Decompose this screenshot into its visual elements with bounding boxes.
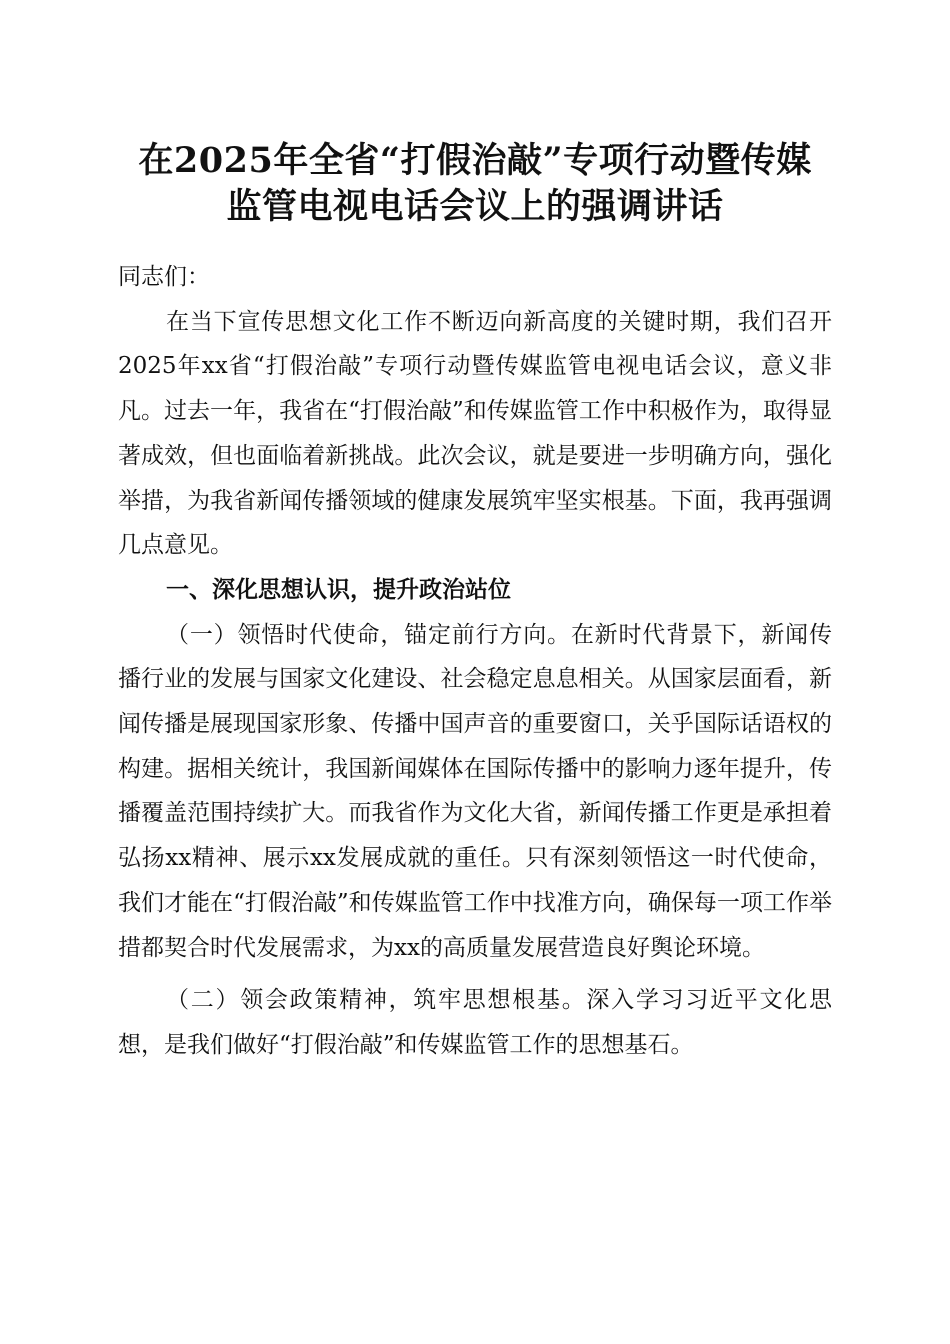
- subsection-2-paragraph: （二）领会政策精神，筑牢思想根基。深入学习习近平文化思想，是我们做好“打假治敲”和传媒监管工作的思想基石。: [118, 987, 832, 1058]
- document-title: [100, 138, 850, 230]
- section-1-heading: 一、深化思想认识，提升政治站位: [166, 576, 511, 603]
- title-line-1: 在2025年全省“打假治敲”专项行动暨传媒: [138, 140, 812, 181]
- document-body: [118, 255, 832, 1068]
- paragraph-gap: [118, 970, 832, 978]
- salutation: 同志们：: [118, 264, 210, 290]
- subsection-1-paragraph: （一）领悟时代使命，锚定前行方向。在新时代背景下，新闻传播行业的发展与国家文化建设、社会稳定息息相关。从国家层面看，新闻传播是展现国家形象、传播中国声音的重要窗口，关乎国际话语权的构建。据相关统计，我国新闻媒体在国际传播中的影响力逐年提升，传播覆盖范围持续扩大。而我省作为文化大省，新闻传播工作更是承担着弘扬xx精神、展示xx发展成就的重任。只有深刻领悟这一时代使命，我们才能在“打假治敲”和传媒监管工作中找准方向，确保每一项工作举措都契合时代发展需求，为xx的高质量发展营造良好舆论环境。: [118, 621, 832, 961]
- intro-paragraph: 在当下宣传思想文化工作不断迈向新高度的关键时期，我们召开2025年xx省“打假治敲”专项行动暨传媒监管电视电话会议，意义非凡。过去一年，我省在“打假治敲”和传媒监管工作中积极作为，取得显著成效，但也面临着新挑战。此次会议，就是要进一步明确方向，强化举措，为我省新闻传播领域的健康发展筑牢坚实根基。下面，我再强调几点意见。: [118, 308, 832, 559]
- title-line-2: 监管电视电话会议上的强调讲话: [226, 186, 724, 227]
